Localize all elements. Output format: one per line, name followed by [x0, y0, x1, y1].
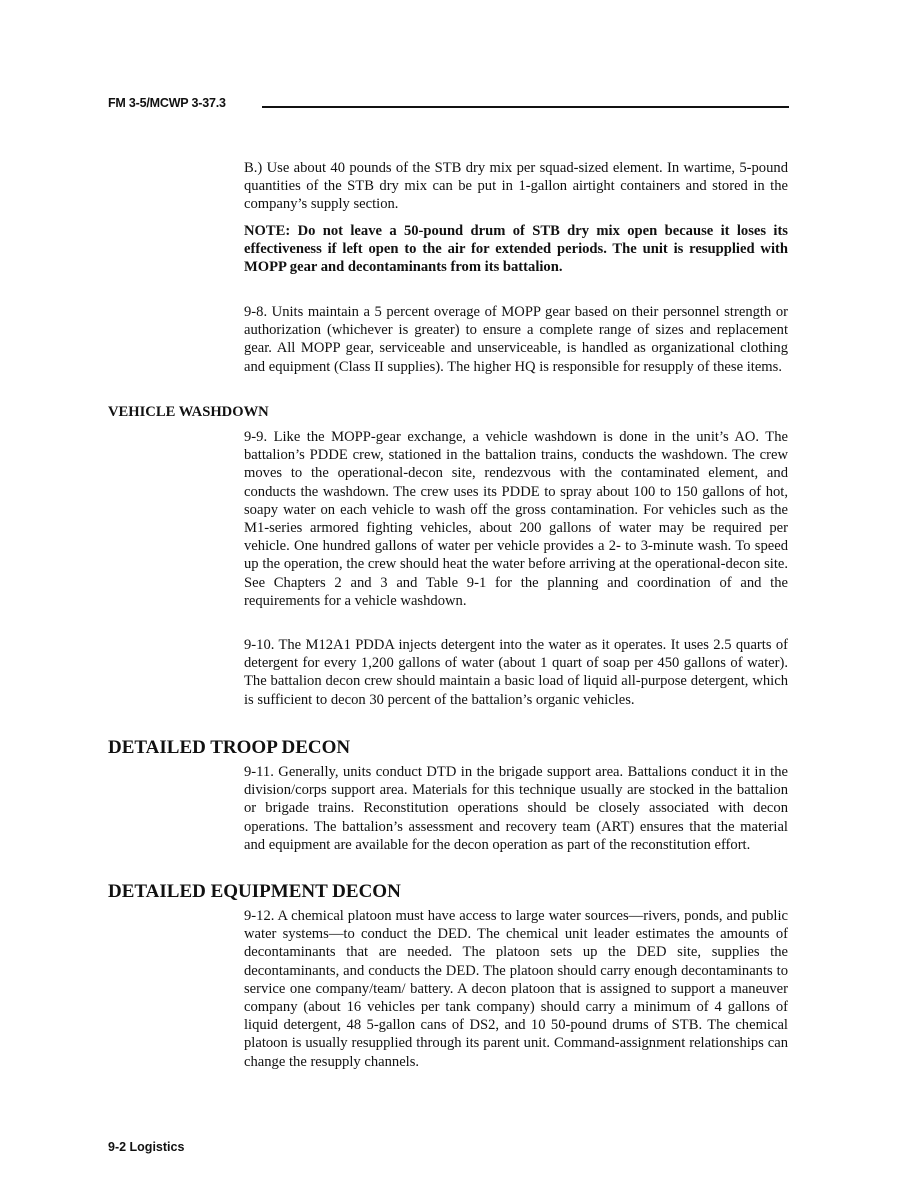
paragraph-9-12: 9-12. A chemical platoon must have access to large water sources—rivers, ponds, and public water systems—to conduct the DED. The chemical unit leader estimates the amounts of decontaminants that are needed. The platoon sets up the DED site, supplies the decontaminants, and conducts the DED. The platoon should carry enough decontaminants to service one company/team/ battery. A decon platoon that is assigned to support a maneuver company (about 16 vehicles per tank company) should carry a minimum of 4 gallons of liquid detergent, 48 5-gallon cans of DS2, and 10 50-pound drums of STB. The chemical platoon is usually resupplied through its parent unit. Command-assignment relationships can change the resupply channels.	[244, 908, 788, 1070]
heading-detailed-troop-decon: DETAILED TROOP DECON	[108, 737, 351, 758]
paragraph-9-11: 9-11. Generally, units conduct DTD in the brigade support area. Battalions conduct it in the division/corps support area. Materials for this technique usually are stocked in the battalion or brigade trains. Reconstitution operations should be closely associated with decon operations. The battalion’s assessment and recovery team (ART) ensures that the material and equipment are available for the decon operation as part of the reconstitution effort.	[244, 764, 788, 853]
document-code: FM 3-5/MCWP 3-37.3	[108, 96, 226, 110]
header-rule	[262, 106, 789, 108]
paragraph-stb-dry-mix: B.) Use about 40 pounds of the STB dry mix per squad-sized element. In wartime, 5-pound quantities of the STB dry mix can be put in 1-gallon airtight containers and stored in the company’s supply section.	[244, 160, 788, 213]
note-stb-drum: NOTE: Do not leave a 50-pound drum of STB dry mix open because it loses its effectiveness if left open to the air for extended periods. The unit is resupplied with MOPP gear and decontaminants from its battalion.	[244, 223, 788, 276]
paragraph-9-8: 9-8. Units maintain a 5 percent overage of MOPP gear based on their personnel strength or authorization (whichever is greater) to ensure a complete range of sizes and replacement gear. All MOPP gear, serviceable and unserviceable, is handled as organizational clothing and equipment (Class II supplies). The higher HQ is responsible for resupply of these items.	[244, 304, 788, 375]
heading-detailed-equipment-decon: DETAILED EQUIPMENT DECON	[108, 881, 401, 902]
paragraph-9-10: 9-10. The M12A1 PDDA injects detergent into the water as it operates. It uses 2.5 quarts of detergent for every 1,200 gallons of water (about 1 quart of soap per 450 gallons of water). The battalion decon crew should maintain a basic load of liquid all-purpose detergent, which is sufficient to decon 30 percent of the battalion’s organic vehicles.	[244, 637, 788, 708]
paragraph-9-9: 9-9. Like the MOPP-gear exchange, a vehicle washdown is done in the unit’s AO. The battalion’s PDDE crew, stationed in the battalion trains, conducts the washdown. The crew moves to the operational-decon site, rendezvous with the contaminated element, and conducts the washdown. The crew uses its PDDE to spray about 100 to 150 gallons of hot, soapy water on each vehicle to wash off the gross contamination. For vehicles such as the M1-series armored fighting vehicles, about 200 gallons of water may be required per vehicle. One hundred gallons of water per vehicle provides a 2- to 3-minute wash. To speed up the operation, the crew should heat the water before arriving at the operational-decon site. See Chapters 2 and 3 and Table 9-1 for the planning and coordination of and the requirements for a vehicle washdown.	[244, 429, 788, 609]
heading-vehicle-washdown: VEHICLE WASHDOWN	[108, 404, 269, 420]
page-footer: 9-2 Logistics	[108, 1140, 185, 1154]
